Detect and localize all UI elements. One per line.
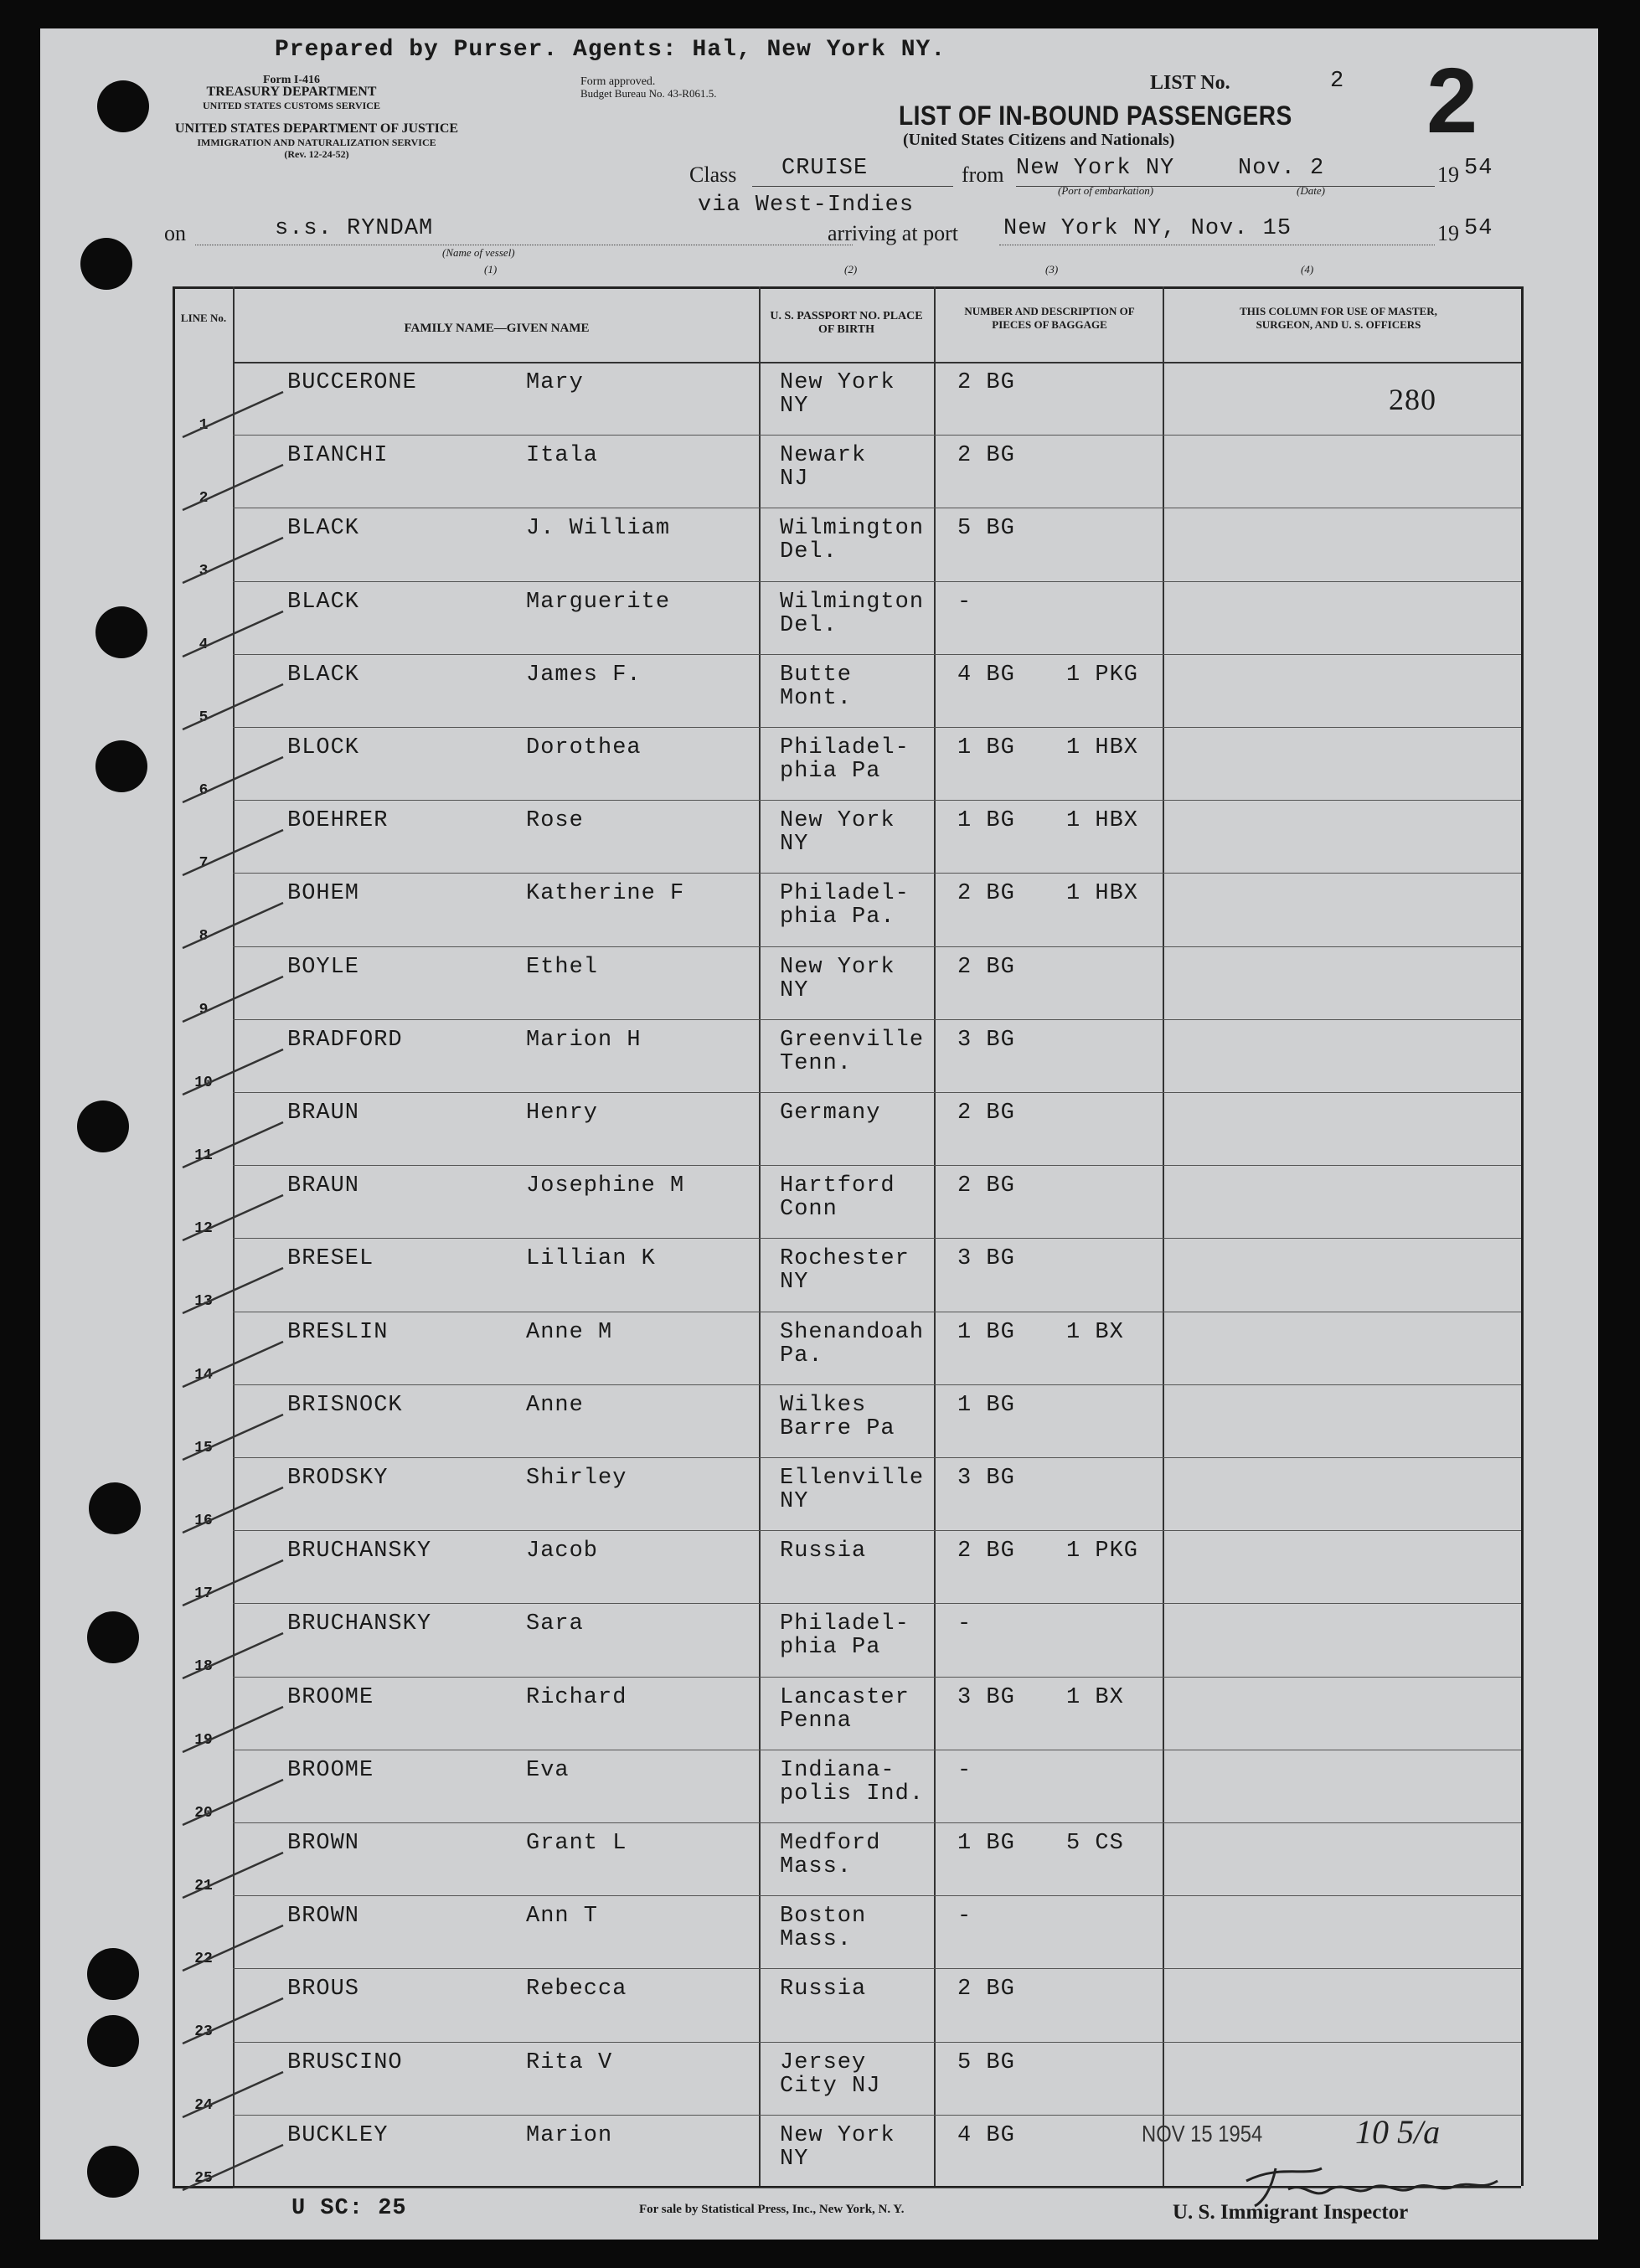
check-mark-icon	[174, 2065, 291, 2124]
family-name: BROOME	[287, 1684, 374, 1710]
punch-hole	[80, 238, 132, 290]
officer-note: 280	[1389, 383, 1436, 416]
birth-place-line2: Barre Pa	[780, 1415, 895, 1441]
date-sub: (Date)	[1297, 184, 1325, 197]
budget-bureau: Budget Bureau No. 43-R061.5.	[580, 87, 717, 100]
birth-place-line1: New York	[780, 954, 895, 980]
line-number: 13	[194, 1293, 213, 1311]
sub-3: (3)	[1045, 263, 1059, 276]
class-label: Class	[689, 162, 737, 187]
birth-place-line2: Mass.	[780, 1927, 853, 1953]
given-name: Rebecca	[526, 1977, 627, 2003]
birth-place-line1: Shenandoah	[780, 1319, 925, 1345]
line-number: 3	[199, 563, 209, 580]
family-name: BRUCHANSKY	[287, 1539, 432, 1564]
baggage-primary: 2 BG	[957, 370, 1015, 395]
check-mark-icon	[174, 1554, 291, 1612]
family-name: BOEHRER	[287, 808, 389, 834]
family-name: BRESLIN	[287, 1319, 389, 1345]
birth-place-line2: phia Pa	[780, 759, 881, 784]
birth-place-line1: Russia	[780, 1977, 867, 2003]
col-header-baggage: NUMBER AND DESCRIPTION OF PIECES OF BAGGAGE	[964, 305, 1135, 331]
big-page-number: 2	[1426, 49, 1478, 152]
family-name: BLACK	[287, 516, 360, 542]
check-mark-icon	[174, 458, 291, 517]
birth-place-line2: phia Pa.	[780, 905, 895, 930]
birth-place-line2: NY	[780, 832, 809, 858]
baggage-primary: -	[957, 1904, 972, 1930]
line-number: 8	[199, 928, 209, 946]
justice-dept: UNITED STATES DEPARTMENT OF JUSTICE	[174, 121, 459, 136]
birth-place-line2: NJ	[780, 466, 809, 492]
check-mark-icon	[174, 1261, 291, 1320]
family-name: BRISNOCK	[287, 1392, 403, 1418]
birth-place-line1: Greenville	[780, 1027, 925, 1053]
line-number: 15	[194, 1439, 213, 1456]
line-number: 4	[199, 636, 209, 653]
baggage-secondary: 1 HBX	[1066, 881, 1139, 907]
line-number: 20	[194, 1804, 213, 1822]
family-name: BRESEL	[287, 1246, 374, 1272]
line-number: 6	[199, 782, 209, 799]
check-mark-icon	[174, 750, 291, 809]
family-name: BOYLE	[287, 954, 360, 980]
given-name: Katherine F	[526, 881, 685, 907]
printer-credit: For sale by Statistical Press, Inc., New York, N. Y.	[639, 2203, 905, 2216]
baggage-primary: 5 BG	[957, 2049, 1015, 2075]
from-date: Nov. 2	[1238, 156, 1325, 181]
list-no-value: 2	[1330, 69, 1345, 94]
punch-hole	[97, 80, 149, 132]
line-number: 9	[199, 1001, 209, 1018]
check-mark-icon	[174, 1408, 291, 1466]
form-title: LIST OF IN-BOUND PASSENGERS	[899, 101, 1292, 131]
check-mark-icon	[174, 1481, 291, 1539]
birth-place-line1: Ellenville	[780, 1466, 925, 1491]
birth-place-line1: New York	[780, 370, 895, 395]
baggage-primary: 3 BG	[957, 1246, 1015, 1272]
family-name: BROOME	[287, 1757, 374, 1783]
col-header-name: FAMILY NAME—GIVEN NAME	[404, 322, 590, 335]
birth-place-line2: phia Pa	[780, 1635, 881, 1661]
check-mark-icon	[174, 1773, 291, 1832]
given-name: Josephine M	[526, 1173, 685, 1199]
given-name: Rose	[526, 808, 584, 834]
baggage-primary: 1 BG	[957, 735, 1015, 760]
baggage-primary: 5 BG	[957, 516, 1015, 542]
birth-place-line1: Indiana-	[780, 1757, 895, 1783]
check-mark-icon	[174, 1700, 291, 1759]
birth-place-line1: New York	[780, 808, 895, 834]
baggage-primary: -	[957, 1611, 972, 1637]
baggage-primary: 2 BG	[957, 1100, 1015, 1126]
punch-hole	[87, 2146, 139, 2198]
given-name: Marguerite	[526, 589, 671, 615]
vessel-sub: (Name of vessel)	[442, 246, 515, 259]
birth-place-line2: Del.	[780, 539, 838, 565]
given-name: Ethel	[526, 954, 599, 980]
given-name: Jacob	[526, 1539, 599, 1564]
family-name: BOHEM	[287, 881, 360, 907]
arrival-port-date: New York NY, Nov. 15	[1003, 216, 1292, 241]
given-name: Mary	[526, 370, 584, 395]
baggage-primary: 1 BG	[957, 808, 1015, 834]
punch-hole	[95, 740, 147, 792]
birth-place-line2: Mont.	[780, 685, 853, 711]
birth-place-line1: Wilmington	[780, 589, 925, 615]
birth-place-line1: Germany	[780, 1100, 881, 1126]
line-number: 1	[199, 417, 209, 434]
given-name: Itala	[526, 443, 599, 469]
birth-place-line2: Penna	[780, 1708, 853, 1734]
birth-place-line1: Philadel-	[780, 1611, 910, 1637]
birth-place-line2: NY	[780, 394, 809, 419]
birth-place-line1: New York	[780, 2122, 895, 2148]
baggage-secondary: 1 HBX	[1066, 808, 1139, 834]
sub-4: (4)	[1301, 263, 1314, 276]
col-header-passport: U. S. PASSPORT NO. PLACE OF BIRTH	[770, 310, 923, 336]
line-number: 12	[194, 1220, 213, 1238]
via-route: via West-Indies	[698, 193, 915, 218]
line-number: 23	[194, 2023, 213, 2041]
sub-2: (2)	[844, 263, 858, 276]
form-subtitle: (United States Citizens and Nationals)	[903, 131, 1175, 149]
family-name: BRADFORD	[287, 1027, 403, 1053]
baggage-secondary: 1 BX	[1066, 1684, 1124, 1710]
line-number: 14	[194, 1366, 213, 1384]
family-name: BUCKLEY	[287, 2122, 389, 2148]
line-number: 18	[194, 1658, 213, 1676]
line-number: 7	[199, 855, 209, 873]
check-mark-icon	[174, 823, 291, 882]
line-number: 11	[194, 1147, 213, 1164]
baggage-primary: -	[957, 589, 972, 615]
given-name: Anne	[526, 1392, 584, 1418]
on-label: on	[164, 221, 186, 245]
line-number: 2	[199, 490, 209, 508]
birth-place-line2: NY	[780, 977, 809, 1003]
birth-place-line1: Russia	[780, 1539, 867, 1564]
check-mark-icon	[174, 1919, 291, 1977]
baggage-primary: 2 BG	[957, 1539, 1015, 1564]
handwritten-note: 10 5/a	[1355, 2113, 1441, 2151]
punch-hole	[87, 1611, 139, 1663]
check-mark-icon	[174, 1846, 291, 1905]
birth-place-line2: NY	[780, 1270, 809, 1296]
baggage-primary: 3 BG	[957, 1027, 1015, 1053]
family-name: BRUCHANSKY	[287, 1611, 432, 1637]
check-mark-icon	[174, 605, 291, 663]
birth-place-line1: Hartford	[780, 1173, 895, 1199]
line-number: 25	[194, 2169, 213, 2187]
baggage-secondary: 1 HBX	[1066, 735, 1139, 760]
family-name: BLOCK	[287, 735, 360, 760]
birth-place-line1: Newark	[780, 443, 867, 469]
family-name: BIANCHI	[287, 443, 389, 469]
given-name: James F.	[526, 662, 642, 688]
family-name: BLACK	[287, 662, 360, 688]
given-name: Marion	[526, 2122, 613, 2148]
customs-service: UNITED STATES CUSTOMS SERVICE	[203, 100, 380, 111]
given-name: Ann T	[526, 1904, 599, 1930]
list-no-label: LIST No.	[1150, 72, 1230, 94]
family-name: BROUS	[287, 1977, 360, 2003]
col-header-line-no: LINE No.	[180, 312, 227, 324]
from-sub: (Port of embarkation)	[1058, 184, 1154, 197]
given-name: Rita V	[526, 2049, 613, 2075]
manifest-page	[40, 28, 1598, 2240]
check-mark-icon	[174, 1626, 291, 1685]
birth-place-line2: City NJ	[780, 2073, 881, 2099]
birth-place-line2: Conn	[780, 1197, 838, 1223]
punch-hole	[95, 606, 147, 658]
given-name: Marion H	[526, 1027, 642, 1053]
birth-place-line1: Philadel-	[780, 881, 910, 907]
check-mark-icon	[174, 1188, 291, 1247]
year-value: 54	[1464, 156, 1493, 181]
baggage-primary: -	[957, 1757, 972, 1783]
family-name: BRAUN	[287, 1173, 360, 1199]
baggage-primary: 1 BG	[957, 1392, 1015, 1418]
baggage-primary: 3 BG	[957, 1684, 1015, 1710]
birth-place-line2: Del.	[780, 612, 838, 638]
line-number: 24	[194, 2096, 213, 2114]
form-number: Form I-416	[262, 74, 321, 86]
year-value-2: 54	[1464, 216, 1493, 241]
class-value: CRUISE	[781, 156, 869, 181]
sub-1: (1)	[484, 263, 498, 276]
family-name: BRODSKY	[287, 1466, 389, 1491]
treasury-dept: TREASURY DEPARTMENT	[206, 85, 377, 99]
date-stamp: NOV 15 1954	[1142, 2121, 1263, 2147]
birth-place-line2: Pa.	[780, 1343, 823, 1369]
given-name: Shirley	[526, 1466, 627, 1491]
line-number: 16	[194, 1513, 213, 1529]
check-mark-icon	[174, 1335, 291, 1394]
given-name: Richard	[526, 1684, 627, 1710]
baggage-secondary: 5 CS	[1066, 1831, 1124, 1856]
from-label: from	[962, 162, 1004, 187]
line-number: 21	[194, 1878, 213, 1894]
usc-code: U SC: 25	[291, 2196, 407, 2221]
birth-place-line2: Mass.	[780, 1854, 853, 1879]
family-name: BRAUN	[287, 1100, 360, 1126]
check-mark-icon	[174, 1992, 291, 2050]
birth-place-line1: Philadel-	[780, 735, 910, 760]
baggage-primary: 3 BG	[957, 1466, 1015, 1491]
check-mark-icon	[174, 2138, 291, 2197]
check-mark-icon	[174, 970, 291, 1028]
given-name: Henry	[526, 1100, 599, 1126]
arriving-label: arriving at port	[828, 221, 958, 245]
check-mark-icon	[174, 896, 291, 955]
birth-place-line1: Butte	[780, 662, 853, 688]
family-name: BROWN	[287, 1831, 360, 1856]
check-mark-icon	[174, 1043, 291, 1101]
punch-hole	[89, 1482, 141, 1534]
family-name: BLACK	[287, 589, 360, 615]
family-name: BROWN	[287, 1904, 360, 1930]
year-prefix-2: 19	[1437, 221, 1459, 245]
birth-place-line1: Rochester	[780, 1246, 910, 1272]
check-mark-icon	[174, 1116, 291, 1174]
birth-place-line1: Boston	[780, 1904, 867, 1930]
line-number: 22	[194, 1951, 213, 1968]
birth-place-line2: Tenn.	[780, 1050, 853, 1076]
from-port: New York NY	[1016, 156, 1175, 181]
revision: (Rev. 12-24-52)	[284, 148, 349, 160]
line-number: 17	[194, 1585, 213, 1603]
check-mark-icon	[174, 531, 291, 590]
family-name: BUCCERONE	[287, 370, 417, 395]
baggage-primary: 1 BG	[957, 1319, 1015, 1345]
form-approved: Form approved.	[580, 75, 656, 88]
prepared-by: Prepared by Purser. Agents: Hal, New York NY.	[275, 37, 946, 63]
line-number: 5	[199, 709, 209, 726]
check-mark-icon	[174, 678, 291, 736]
baggage-secondary: 1 BX	[1066, 1319, 1124, 1345]
baggage-secondary: 1 PKG	[1066, 1539, 1139, 1564]
punch-hole	[87, 1948, 139, 2000]
baggage-secondary: 1 PKG	[1066, 662, 1139, 688]
baggage-primary: 1 BG	[957, 1831, 1015, 1856]
col-header-officers: THIS COLUMN FOR USE OF MASTER, SURGEON, AND U. S. OFFICERS	[1240, 305, 1437, 331]
baggage-primary: 2 BG	[957, 1977, 1015, 2003]
baggage-primary: 4 BG	[957, 662, 1015, 688]
ins-service: IMMIGRATION AND NATURALIZATION SERVICE	[197, 137, 436, 148]
given-name: Anne M	[526, 1319, 613, 1345]
birth-place-line1: Lancaster	[780, 1684, 910, 1710]
given-name: Dorothea	[526, 735, 642, 760]
baggage-primary: 2 BG	[957, 1173, 1015, 1199]
given-name: Eva	[526, 1757, 570, 1783]
punch-hole	[87, 2015, 139, 2067]
punch-hole	[77, 1100, 129, 1152]
family-name: BRUSCINO	[287, 2049, 403, 2075]
baggage-primary: 2 BG	[957, 954, 1015, 980]
birth-place-line1: Medford	[780, 1831, 881, 1856]
birth-place-line1: Wilkes	[780, 1392, 867, 1418]
baggage-primary: 4 BG	[957, 2122, 1015, 2148]
given-name: Grant L	[526, 1831, 627, 1856]
check-mark-icon	[174, 385, 291, 444]
baggage-primary: 2 BG	[957, 443, 1015, 469]
birth-place-line1: Wilmington	[780, 516, 925, 542]
birth-place-line2: NY	[780, 1489, 809, 1514]
birth-place-line1: Jersey	[780, 2049, 867, 2075]
given-name: J. William	[526, 516, 671, 542]
baggage-primary: 2 BG	[957, 881, 1015, 907]
birth-place-line2: NY	[780, 2146, 809, 2172]
year-prefix: 19	[1437, 162, 1459, 187]
line-number: 19	[194, 1731, 213, 1749]
line-number: 10	[194, 1074, 213, 1091]
given-name: Lillian K	[526, 1246, 656, 1272]
given-name: Sara	[526, 1611, 584, 1637]
birth-place-line2: polis Ind.	[780, 1781, 925, 1807]
inspector-label: U. S. Immigrant Inspector	[1173, 2201, 1409, 2224]
vessel-name: s.s. RYNDAM	[275, 216, 434, 241]
